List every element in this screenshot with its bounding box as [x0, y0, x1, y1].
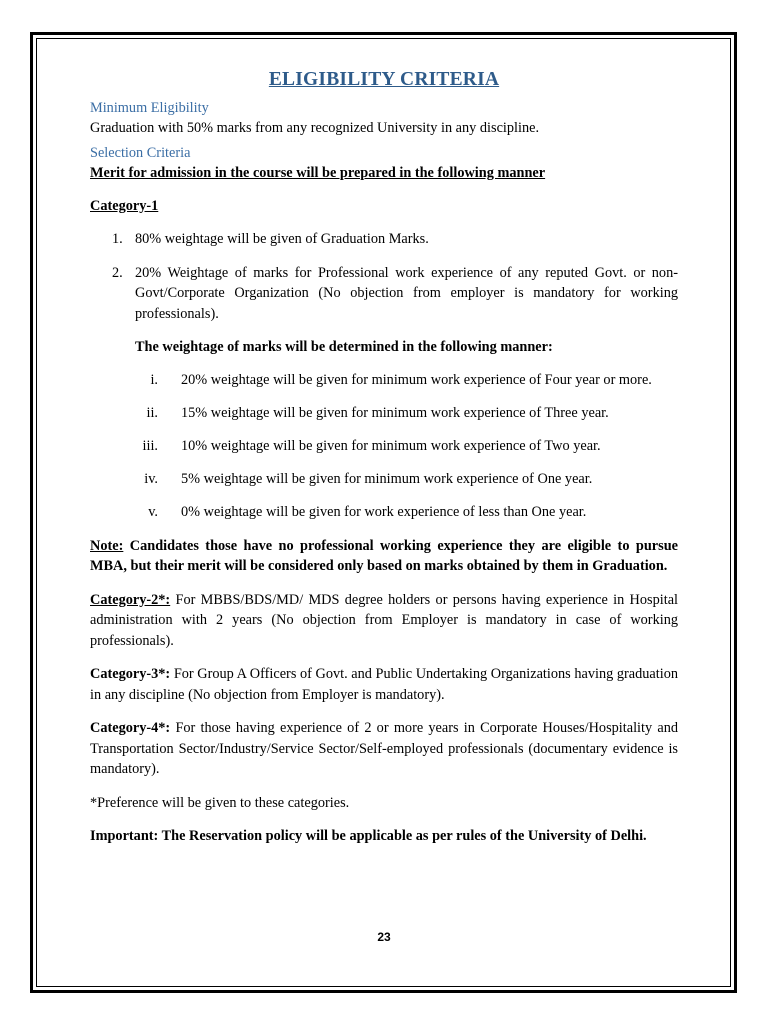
weightage-heading: The weightage of marks will be determined in the following manner: [135, 339, 553, 355]
category-2-paragraph [90, 590, 678, 652]
category-2-text: For MBBS/BDS/MD/ MDS degree holders or persons having experience in Hospital administration with 2 years (No objection from Employer is mandatory in case of working professionals). [90, 591, 679, 649]
document-body [90, 70, 678, 847]
list-item [90, 436, 678, 457]
page-title: ELIGIBILITY CRITERIA [268, 69, 500, 90]
list-item-text: 10% weightage will be given for minimum work experience of Two year. [181, 438, 601, 454]
list-item [90, 229, 678, 250]
category-4-label: Category-4*: [90, 720, 171, 736]
list-item-number: i. [150, 372, 158, 388]
category-2-label: Category-2*: [90, 591, 171, 608]
important-note: Important: The Reservation policy will be applicable as per rules of the University of Delhi. [90, 828, 647, 844]
note-text: Candidates those have no professional working experience they are eligible to pursue MBA, but their merit will be considered only based on marks obtained by them in Graduation. [90, 537, 678, 574]
list-item-number: 1. [112, 231, 123, 247]
minimum-eligibility-text: Graduation with 50% marks from any recognized University in any discipline. [90, 120, 540, 136]
list-item-number: 2. [112, 264, 123, 281]
category-3-label: Category-3*: [90, 666, 171, 682]
list-item [90, 263, 678, 325]
note-label: Note: [90, 537, 124, 554]
list-item [90, 370, 678, 391]
category-3-text: For Group A Officers of Govt. and Public Undertaking Organizations having graduation in any discipline (No objection from Employer is mandatory). [90, 666, 678, 703]
category-4-text: For those having experience of 2 or more years in Corporate Houses/Hospitality and Transportation Sector/Industry/Service Sector/Self-employed professionals (documentary evidence is mandatory). [90, 720, 679, 777]
list-item-text: 15% weightage will be given for minimum work experience of Three year. [181, 405, 609, 421]
list-item-text: 80% weightage will be given of Graduation Marks. [135, 231, 429, 247]
category-1-list [90, 229, 678, 324]
weightage-list [90, 370, 678, 523]
selection-criteria-heading: Selection Criteria [90, 144, 191, 161]
category-1-heading: Category-1 [90, 197, 159, 214]
minimum-eligibility-heading: Minimum Eligibility [90, 99, 209, 116]
preference-note: *Preference will be given to these categories. [90, 794, 350, 811]
list-item-number: iv. [144, 471, 158, 487]
list-item-number: ii. [146, 405, 158, 421]
list-item-text: 20% Weightage of marks for Professional work experience of any reputed Govt. or non-Govt/Corporate Organization (No objection from employer is mandatory for working professionals). [135, 264, 678, 322]
list-item [90, 403, 678, 424]
category-4-paragraph [90, 718, 678, 780]
list-item-text: 5% weightage will be given for minimum work experience of One year. [181, 471, 593, 487]
category-3-paragraph [90, 664, 678, 705]
page-number: 23 [377, 930, 391, 944]
list-item-text: 20% weightage will be given for minimum work experience of Four year or more. [181, 372, 652, 388]
list-item [90, 502, 678, 523]
list-item-number: iii. [142, 438, 158, 454]
list-item-number: v. [148, 504, 158, 520]
merit-line: Merit for admission in the course will be prepared in the following manner [90, 165, 546, 181]
list-item [90, 469, 678, 490]
note-paragraph [90, 536, 678, 577]
list-item-text: 0% weightage will be given for work experience of less than One year. [181, 504, 587, 520]
